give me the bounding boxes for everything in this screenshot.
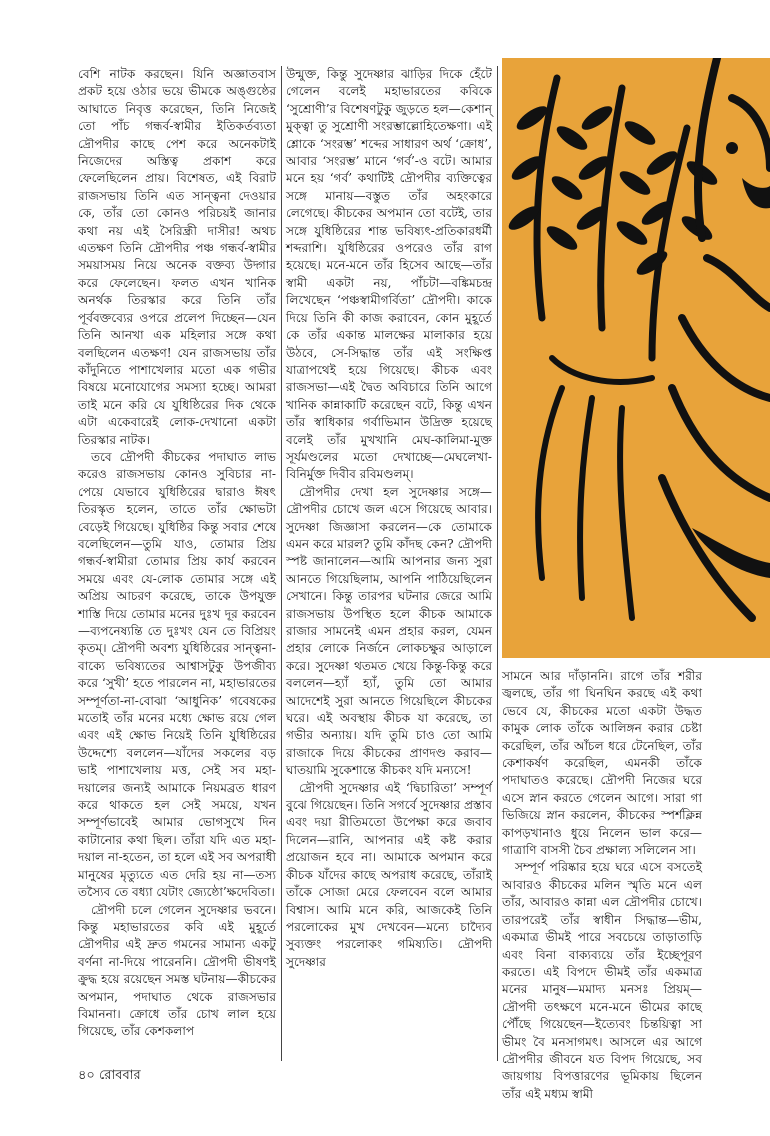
paragraph: দ্রৌপদীর দেখা হল সুদেষ্ণার সঙ্গে—দ্রৌপদীর চোখে জল এসে গিয়েছে আবার। সুদেষ্ণা জিজ্ঞাসা করলেন—কে তোমাকে এমন করে মারল? তুমি কাঁদছ কেন? দ্রৌপদী স্পষ্ট জানালেন—আমি আপনার জন্য সুরা আনতে গিয়েছিলাম, আপনি পাঠিয়েছিলেন সেখানে। কিন্তু তারপর ঘটনার জেরে আমি রাজসভায় উপস্থিত হলে কীচক আমাকে রাজার সামনেই এমন প্রহার করল, যেমন প্রহার লোকে নির্জনে লোকচক্ষুর আড়ালে করে। সুদেষ্ণা থতমত খেয়ে কিন্তু-কিন্তু করে বললেন—হ্যাঁ হ্যাঁ, তুমি তো আমার আদেশেই সুরা আনতে গিয়েছিলে কীচকের ঘরে। এই অবস্থায় কীচক যা করেছে, তা গভীর অন্যায়। যদি তুমি চাও তো আমি রাজাকে দিয়ে কীচকের প্রাণদণ্ড করাব—ঘাতয়ামি সুকেশান্তে কীচকং যদি মন্যসে! <box>286 484 492 778</box>
paragraph: দ্রৌপদী চলে গেলেন সুদেষ্ণার ভবনে। কিন্তু মহাভারতের কবি এই মুহূর্তে দ্রৌপদীর এই দ্রুত গমনের সামান্য একটু বর্ণনা না-দিয়ে পারেননি। দ্রৌপদী ভীষণই ক্রুদ্ধ হয়ে রয়েছেন সমস্ত ঘটনায়—কীচকের অপমান, পদাঘাত থেকে রাজসভার বিমাননা। ক্রোধে তাঁর চোখ লাল হয়ে গিয়েছে, তাঁর কেশকলাপ <box>78 902 276 1039</box>
magazine-name: রোববার <box>99 1068 141 1083</box>
page-footer <box>78 1066 141 1087</box>
paragraph: সামনে আর দাঁড়াননি। রাগে তাঁর শরীর জ্বলছে, তাঁর গা ঘিনঘিন করছে এই কথা ভেবে যে, কীচকের মতো একটা উদ্ধত কামুক লোক তাঁকে আলিঙ্গন করার চেষ্টা করেছিল, তাঁর আঁচল ধরে টেনেছিল, তাঁর কেশাকর্ষণ করেছিল, এমনকী তাঁকে পদাঘাতও করেছে। দ্রৌপদী নিজের ঘরে এসে স্নান করতে গেলেন আগে। সারা গা ভিজিয়ে স্নান করলেন, কীচকের স্পর্শক্লিন্ন কাপড়খানাও ধুয়ে নিলেন ভাল করে—গাত্রাণি বাসসী চৈব প্রক্ষাল্য সলিলেন সা। <box>502 669 702 858</box>
article-column-2 <box>286 66 492 971</box>
paragraph: তবে দ্রৌপদী কীচকের পদাঘাত লাভ করেও রাজসভায় কোনও সুবিচার না-পেয়ে যেভাবে যুধিষ্ঠিরের দ্বারাও ঈষৎ তিরস্কৃত হলেন, তাতে তাঁর ক্ষোভটা বেড়েই গিয়েছে। যুধিষ্ঠির কিন্তু সবার শেষে বলেছিলেন—তুমি যাও, তোমার প্রিয় গন্ধর্ব-স্বামীরা তোমার প্রিয় কার্য করবেন সময়ে এবং যে-লোক তোমার সঙ্গে এই অপ্রিয় আচরণ করেছে, তাকে উপযুক্ত শাস্তি দিয়ে তোমার মনের দুঃখ দূর করবেন—ব্যপনেষ্যন্তি তে দুঃখং যেন তে বিপ্রিয়ং কৃতম্। দ্রৌপদী অবশ্য যুধিষ্ঠিরের সান্ত্বনা-বাক্যে ভবিষ্যতের আশ্বাসটুকু উপজীব্য করে ‘সুখী’ হতে পারলেন না, মহাভারতের সম্পূর্ণতা-না-বোঝা ‘আধুনিক’ গবেষকের মতোই তাঁর মনের মধ্যে ক্ষোভ রয়ে গেল এবং এই ক্ষোভ নিয়েই তিনি যুধিষ্ঠিরের উদ্দেশ্যে বললেন—যাঁদের সকলের বড় ভাই পাশাখেলায় মত্ত, সেই সব মহা-দয়ালের জন্যই আমাকে নিয়মব্রত ধারণ করে থাকতে হল সেই সময়ে, যখন সম্পূর্ণভাবেই আমার ভোগসুখে দিন কাটানোর কথা ছিল। তাঁরা যদি এত মহা-দয়াল না-হতেন, তা হলে এই সব অপরাধী মানুষের মৃত্যুতে এত দেরি হয় না—তস্য তস্যৈব তে বধ্যা যেটাং জ্যেষ্ঠো’ক্ষদেবিতা। <box>78 449 276 900</box>
paragraph: সম্পূর্ণ পরিষ্কার হয়ে ঘরে এসে বসতেই আবারও কীচকের মলিন স্মৃতি মনে এল তাঁর, আবারও কান্না এল দ্রৌপদীর চোখে। তারপরেই তাঁর স্বাধীন সিদ্ধান্ত—ভীম, একমাত্র ভীমই পারে সবচেয়ে তাড়াতাড়ি এবং বিনা বাক্যব্যয়ে তাঁর ইচ্ছেপূরণ করতে। এই বিপদে ভীমই তাঁর একমাত্র মনের মানুষ—মমাদ্য মনসঃ প্রিয়ম্—দ্রৌপদী তৎক্ষণে মনে-মনে ভীমের কাছে পৌঁছে গিয়েছেন—ইত্যেবং চিন্তয়িত্বা সা ভীমং বৈ মনসাগমৎ। আসলে এর আগে দ্রৌপদীর জীবনে যত বিপদ গিয়েছে, সব জায়গায় বিপত্তারণের ভূমিকায় ছিলেন তাঁর এই মধ্যম স্বামী <box>502 860 702 1101</box>
column-divider <box>497 66 498 1061</box>
brush-ink-illustration <box>502 58 770 658</box>
paragraph: বেশি নাটক করছেন। যিনি অজ্ঞাতবাস প্রকট হয়ে ওঠার ভয়ে ভীমকে অঙ্গুষ্ঠের আঘাতে নিবৃত্ত করেছেন, তিনি নিজেই তো পাঁচ গন্ধর্ব-স্বামীর ইতিকর্তব্যতা দ্রৌপদীর কাছে পেশ করে অনেকটাই নিজেদের অস্তিত্ব প্রকাশ করে ফেলেছিলেন প্রায়। বিশেষত, এই বিরাট রাজসভায় তিনি এত সান্ত্বনা দেওয়ার কে, তাঁর তো কোনও পরিচয়ই জানার কথা নয় এই সৈরিন্ধ্রী দাসীর! অথচ এতক্ষণ তিনি দ্রৌপদীর পঞ্চ গন্ধর্ব-স্বামীর সময়াসময় নিয়ে অনেক বক্তব্য উদ্গার করে ফেলেছেন। ফলত এখন খানিক অনর্থক তিরস্কার করে তিনি তাঁর পূর্ববক্তব্যের ওপরে প্রলেপ দিচ্ছেন—যেন তিনি আনখা এক মহিলার সঙ্গে কথা বলছিলেন এতক্ষণ! যেন রাজসভায় তাঁর কাঁদুনিতে পাশাখেলার মতো এক গভীর বিষয়ে মনোযোগের সমস্যা হচ্ছে। আমরা তাই মনে করি যে যুধিষ্ঠিরের দিক থেকে এটা একেবারেই লোক-দেখানো একটা তিরস্কার নাটক। <box>78 67 276 447</box>
page-number: ৪০ <box>78 1068 95 1083</box>
article-column-1 <box>78 66 276 1041</box>
article-column-3 <box>502 668 702 1103</box>
paragraph: দ্রৌপদী সুদেষ্ণার এই ‘দ্বিচারিতা’ সম্পূর্ণ বুঝে গিয়েছেন। তিনি সগর্বে সুদেষ্ণার প্রস্তাব এবং দয়া রীতিমতো উপেক্ষা করে জবাব দিলেন—রানি, আপনার এই কষ্ট করার প্রয়োজন হবে না। আমাকে অপমান করে কীচক যাঁদের কাছে অপরাধ করেছে, তাঁরাই তাঁকে সোজা মেরে ফেলবেন বলে আমার বিশ্বাস। আমি মনে করি, আজকেই তিনি পরলোকের মুখ দেখবেন—মন্যে চাদ্যৈব সুব্যক্তং পরলোকং গমিষ্যতি। দ্রৌপদী সুদেষ্ণার <box>286 780 492 969</box>
column-divider <box>281 66 282 1061</box>
paragraph: উন্মুক্ত, কিন্তু সুদেষ্ণার ঝাড়ির দিকে হেঁটে গেলেন বলেই মহাভারতের কবিকে ‘সুশ্রোণী’র বিশেষণটুকু জুড়তে হল—কেশান্ মুক্ত্বা তু সুশ্রোণী সংরম্ভাল্লোহিতেক্ষণা। এই শ্লোকে ‘সংরম্ভ’ শব্দের সাধারণ অর্থ ‘ক্রোধ’, আবার ‘সংরম্ভ’ মানে ‘গর্ব’-ও বটে। আমার মনে হয় ‘গর্ব’ কথাটিই দ্রৌপদীর ব্যক্তিত্বের সঙ্গে মানায়—বস্তুত তাঁর অহংকারে লেগেছে। কীচকের অপমান তো বটেই, তার সঙ্গে যুধিষ্ঠিরের শান্ত ভবিষ্যৎ-প্রতিকারধর্মী শব্দরাশি। যুধিষ্ঠিরের ওপরেও তাঁর রাগ হয়েছে। মনে-মনে তাঁর হিসেব আছে—তাঁর স্বামী একটা নয়, পাঁচটা—বঙ্কিমচন্দ্র লিখেছেন ‘পঞ্চস্বামীগর্বিতা’ দ্রৌপদী। কাকে দিয়ে তিনি কী কাজ করাবেন, কোন মুহূর্তে কে তাঁর একান্ত মালক্ষের মালাকার হয়ে উঠবে, সে-সিদ্ধান্ত তাঁর এই সংক্ষিপ্ত যাত্রাপথেই হয়ে গিয়েছে। কীচক এবং রাজসভা—এই দ্বৈত অবিচারে তিনি আগে খানিক কান্নাকাটি করেছেন বটে, কিন্তু এখন তাঁর স্বাধিকার গর্বাভিমান উদ্রিক্ত হয়েছে বলেই তাঁর মুখখানি মেঘ-কালিমা-মুক্ত সূর্যমণ্ডলের মতো দেখাচ্ছে—মেঘলেখা-বিনির্মুক্ত দিবীব রবিমণ্ডলম্। <box>286 67 492 482</box>
